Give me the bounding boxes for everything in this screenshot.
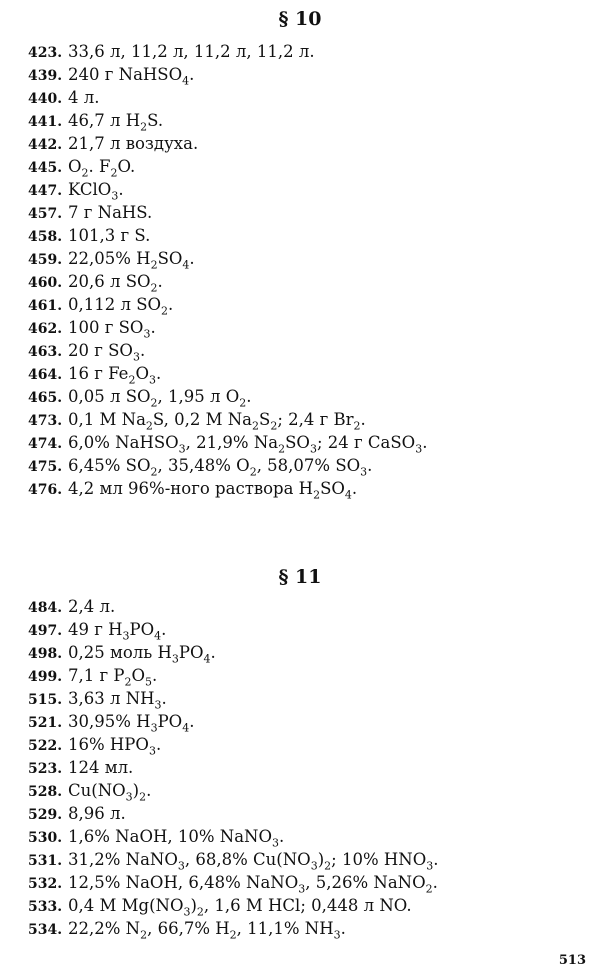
answer-number: 499. <box>28 669 63 685</box>
answer-text: 100 г $SO_3$. <box>68 318 156 341</box>
answer-row <box>28 894 438 917</box>
answer-text: 0,25 моль $H_3PO_4$. <box>68 643 216 666</box>
answer-number: 528. <box>28 784 63 800</box>
answer-text: 101,3 г S. <box>68 226 151 245</box>
answer-number: 461. <box>28 298 63 314</box>
answer-list-section-11 <box>28 595 438 940</box>
answer-row <box>28 63 427 86</box>
answer-number: 476. <box>28 482 63 498</box>
page-number: 513 <box>558 953 586 968</box>
answer-text: 31,2% NaNO$_3$, 68,8% $Cu(NO_3)_2$; 10% $HNO_3$. <box>68 850 439 873</box>
answer-number: 447. <box>28 183 63 199</box>
answer-row <box>28 710 438 733</box>
answer-text: 30,95% $H_3PO_4$. <box>68 712 195 735</box>
answer-number: 460. <box>28 275 63 291</box>
answer-row <box>28 733 438 756</box>
answer-text: 0,05 л $SO_2$, 1,95 л $O_2$. <box>68 387 252 410</box>
answer-row <box>28 477 427 500</box>
answer-row <box>28 109 427 132</box>
answer-number: 475. <box>28 459 63 475</box>
answer-number: 441. <box>28 114 63 130</box>
answer-row <box>28 408 427 431</box>
answer-row <box>28 86 427 109</box>
answer-row <box>28 848 438 871</box>
answer-row <box>28 270 427 293</box>
answer-number: 442. <box>28 137 63 153</box>
answer-text: 4,2 мл 96%-ного раствора $H_2SO_4$. <box>68 479 358 502</box>
answer-number: 534. <box>28 922 63 938</box>
answer-row <box>28 454 427 477</box>
answer-text: 2,4 л. <box>68 597 116 616</box>
answer-row <box>28 917 438 940</box>
answer-text: 3,63 л $NH_3$. <box>68 689 167 712</box>
answer-text: 1,6% NaOH, 10% NaNO$_3$. <box>68 827 285 850</box>
answer-row <box>28 316 427 339</box>
answer-row <box>28 224 427 247</box>
answer-row <box>28 756 438 779</box>
answer-text: 4 л. <box>68 88 100 107</box>
answer-text: 46,7 л $H_2S$. <box>68 111 164 134</box>
answer-row <box>28 201 427 224</box>
answer-text: 16 г $Fe_2O_3$. <box>68 364 162 387</box>
answer-row <box>28 825 438 848</box>
answer-row <box>28 779 438 802</box>
answer-row <box>28 687 438 710</box>
answer-text: 8,96 л. <box>68 804 126 823</box>
answer-number: 521. <box>28 715 63 731</box>
answer-text: $O_2$. $F_2O$. <box>68 157 136 180</box>
answer-number: 423. <box>28 45 63 61</box>
answer-text: 7,1 г $P_2O_5$. <box>68 666 158 689</box>
section-title-10: § 10 <box>278 8 322 30</box>
answer-number: 445. <box>28 160 63 176</box>
answer-number: 439. <box>28 68 63 84</box>
answer-number: 459. <box>28 252 63 268</box>
answer-number: 532. <box>28 876 63 892</box>
answer-number: 464. <box>28 367 63 383</box>
answer-number: 463. <box>28 344 63 360</box>
answer-text: 6,0% NaHSO$_3$, 21,9% $Na_2SO_3$; 24 г CaSO$_3$. <box>68 433 428 456</box>
answer-text: 0,1 М $Na_2S$, 0,2 М $Na_2S_2$; 2,4 г $Br_2$. <box>68 410 366 433</box>
answer-text: 49 г $H_3PO_4$. <box>68 620 167 643</box>
answer-row <box>28 802 438 825</box>
answer-row <box>28 132 427 155</box>
answer-row <box>28 871 438 894</box>
answer-row <box>28 339 427 362</box>
answer-text: 7 г NaHS. <box>68 203 153 222</box>
answer-text: 12,5% NaOH, 6,48% NaNO$_3$, 5,26% NaNO$_2$. <box>68 873 438 896</box>
answer-row <box>28 155 427 178</box>
answer-row <box>28 641 438 664</box>
answer-text: 22,05% $H_2SO_4$. <box>68 249 195 272</box>
answer-text: 6,45% $SO_2$, 35,48% $O_2$, 58,07% $SO_3$. <box>68 456 373 479</box>
answer-number: 497. <box>28 623 63 639</box>
answer-number: 457. <box>28 206 63 222</box>
answer-row <box>28 362 427 385</box>
answer-row <box>28 247 427 270</box>
answer-text: 33,6 л, 11,2 л, 11,2 л, 11,2 л. <box>68 42 315 61</box>
answer-row <box>28 293 427 316</box>
answer-row <box>28 385 427 408</box>
answer-row <box>28 618 438 641</box>
answer-number: 474. <box>28 436 63 452</box>
answer-row <box>28 431 427 454</box>
answer-number: 523. <box>28 761 63 777</box>
section-title-11: § 11 <box>278 566 322 588</box>
answer-text: 16% $HPO_3$. <box>68 735 162 758</box>
answer-text: 21,7 л воздуха. <box>68 134 199 153</box>
answer-text: 240 г NaHSO$_4$. <box>68 65 195 88</box>
answer-number: 473. <box>28 413 63 429</box>
answer-row <box>28 595 438 618</box>
answer-text: 0,112 л $SO_2$. <box>68 295 174 318</box>
answer-row <box>28 178 427 201</box>
answer-number: 440. <box>28 91 63 107</box>
answer-number: 533. <box>28 899 63 915</box>
answer-number: 522. <box>28 738 63 754</box>
answer-text: 20,6 л $SO_2$. <box>68 272 163 295</box>
answer-text: 124 мл. <box>68 758 134 777</box>
answer-text: 22,2% $N_2$, 66,7% $H_2$, 11,1% $NH_3$. <box>68 919 346 942</box>
answer-text: $Cu(NO_3)_2$. <box>68 781 152 804</box>
answer-number: 462. <box>28 321 63 337</box>
answer-row <box>28 40 427 63</box>
answer-number: 529. <box>28 807 63 823</box>
answer-number: 531. <box>28 853 63 869</box>
answer-number: 530. <box>28 830 63 846</box>
answer-text: KClO$_3$. <box>68 180 124 203</box>
answer-text: 20 г $SO_3$. <box>68 341 146 364</box>
answer-text: 0,4 М $Mg(NO_3)_2$, 1,6 М HCl; 0,448 л NO. <box>68 896 412 919</box>
answer-number: 484. <box>28 600 63 616</box>
answer-number: 465. <box>28 390 63 406</box>
answer-number: 498. <box>28 646 63 662</box>
answer-row <box>28 664 438 687</box>
answer-number: 515. <box>28 692 63 708</box>
answer-list-section-10 <box>28 40 427 500</box>
answer-number: 458. <box>28 229 63 245</box>
